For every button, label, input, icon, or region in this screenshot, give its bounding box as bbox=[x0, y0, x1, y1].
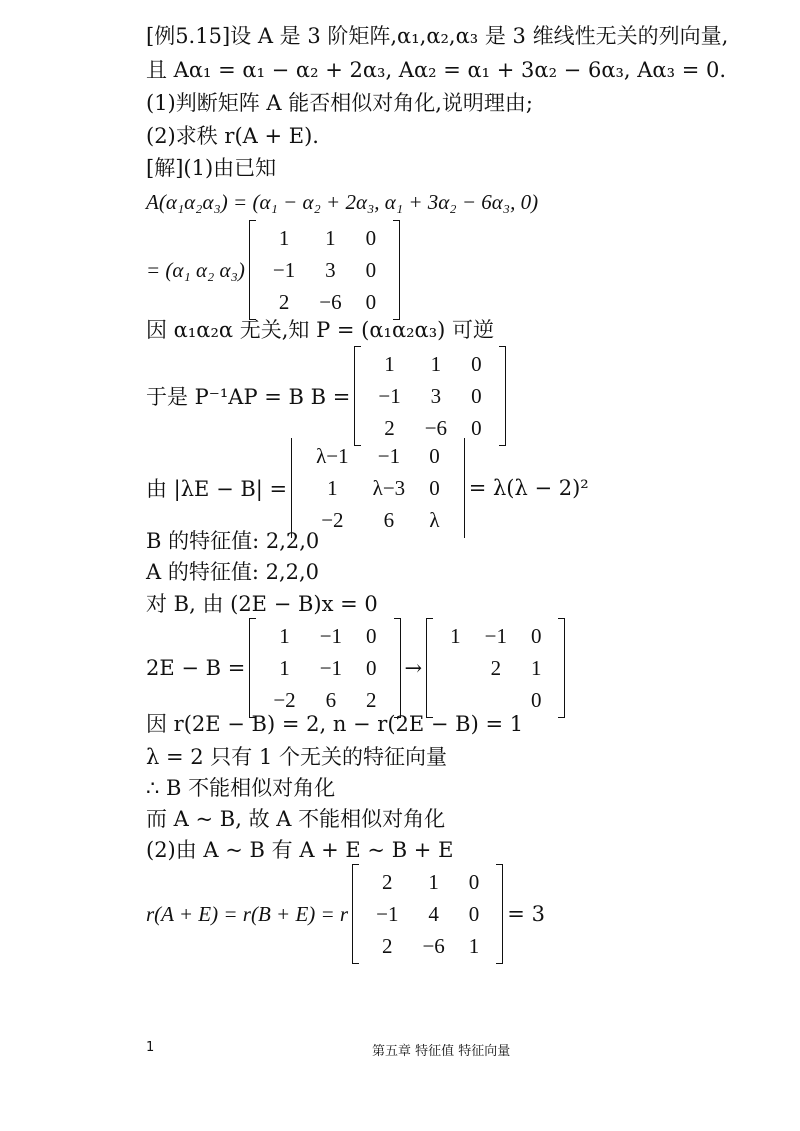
reduction-arrow: → bbox=[404, 656, 423, 680]
for-b-line: 对 B, 由 (2E − B)x = 0 bbox=[146, 592, 378, 616]
matrix-row bbox=[366, 348, 493, 380]
question-1: (1)判断矩阵 A 能否相似对角化,说明理由; bbox=[146, 91, 534, 115]
matrix-row bbox=[304, 472, 452, 504]
matrix-cell: 6 bbox=[325, 687, 337, 712]
matrix-cell: 2 bbox=[382, 869, 393, 894]
matrix-b bbox=[354, 346, 505, 446]
matrix-cell: 1 bbox=[325, 225, 336, 250]
matrix-cell: 0 bbox=[530, 623, 542, 648]
matrix-cell: 0 bbox=[530, 687, 542, 712]
matrix-cell: −1 bbox=[378, 383, 401, 408]
matrix-cell: 1 bbox=[450, 623, 461, 648]
matrix-cell: −6 bbox=[422, 933, 445, 958]
problem-label: [例5.15] bbox=[146, 24, 231, 48]
matrix-cell: −1 bbox=[377, 443, 401, 468]
matrix-cell bbox=[438, 652, 473, 684]
matrix-cell: −1 bbox=[319, 655, 343, 680]
matrix-cell: −6 bbox=[319, 289, 342, 314]
matrix-cell: 3 bbox=[325, 257, 336, 282]
matrix-cell: 2 bbox=[278, 289, 290, 314]
determinant-result: = λ(λ − 2)² bbox=[468, 476, 589, 500]
b-not-diagonalizable: ∴ B 不能相似对角化 bbox=[146, 776, 336, 800]
matrix-cell: 0 bbox=[468, 869, 480, 894]
matrix-final bbox=[352, 864, 503, 964]
matrix-cell: 0 bbox=[471, 383, 482, 408]
matrix-cell: 3 bbox=[430, 383, 442, 408]
a-not-diagonalizable: 而 A ~ B, 故 A 不能相似对角化 bbox=[146, 807, 446, 831]
matrix-cell: 2 bbox=[490, 655, 502, 680]
matrix-cell: 1 bbox=[327, 475, 338, 500]
matrix-cell: λ−1 bbox=[316, 443, 349, 468]
determinant-prefix: 由 |λE − B| = bbox=[146, 477, 288, 501]
final-line bbox=[146, 864, 545, 964]
matrix-cell: −2 bbox=[321, 507, 344, 532]
similarity-line bbox=[146, 346, 510, 446]
rank-line: 因 r(2E − B) = 2, n − r(2E − B) = 1 bbox=[146, 712, 524, 736]
matrix-cell: 1 bbox=[384, 351, 395, 376]
matrix-2e-minus-b bbox=[249, 618, 400, 718]
matrix-cell: 1 bbox=[428, 869, 439, 894]
matrix-cell: 6 bbox=[383, 507, 395, 532]
matrix-cell: −1 bbox=[319, 623, 343, 648]
similarity-prefix: 于是 P⁻¹AP = B B = bbox=[146, 385, 351, 409]
matrix-row bbox=[364, 898, 491, 930]
problem-text-1: 设 A 是 3 阶矩阵,α₁,α₂,α₃ 是 3 维线性无关的列向量, bbox=[230, 24, 729, 48]
matrix-cell: 0 bbox=[365, 257, 377, 282]
solution-intro: [解](1)由已知 bbox=[146, 156, 277, 180]
matrix-cell: 4 bbox=[428, 901, 439, 926]
matrix-cell: λ−3 bbox=[372, 475, 406, 500]
matrix-cell: −1 bbox=[484, 623, 507, 648]
matrix-cell: 0 bbox=[468, 901, 480, 926]
matrix-row bbox=[364, 866, 491, 898]
matrix-row bbox=[261, 620, 388, 652]
chapter-title: 第五章 特征值 特征向量 bbox=[372, 1044, 511, 1059]
determinant-matrix bbox=[291, 438, 465, 538]
matrix-cell: λ bbox=[429, 507, 440, 532]
matrix-row bbox=[304, 440, 452, 472]
matrix-cell: 1 bbox=[530, 655, 542, 680]
matrix-m bbox=[249, 220, 400, 320]
page-number: 1 bbox=[146, 1040, 155, 1055]
one-vector-line: λ = 2 只有 1 个无关的特征向量 bbox=[146, 745, 448, 769]
matrix-cell: 1 bbox=[468, 933, 480, 958]
matrix-cell: 0 bbox=[429, 443, 440, 468]
final-result: = 3 bbox=[507, 902, 545, 926]
matrix-cell: 2 bbox=[366, 687, 377, 712]
problem-line-2: 且 Aα₁ = α₁ − α₂ + 2α₃, Aα₂ = α₁ + 3α₂ − 6α₃, Aα₃ = 0. bbox=[146, 58, 727, 82]
eigenvalues-b: B 的特征值: 2,2,0 bbox=[146, 529, 320, 553]
matrix-cell: 1 bbox=[279, 655, 290, 680]
rank-prefix: 2E − B = bbox=[146, 656, 246, 680]
final-prefix: r(A + E) = r(B + E) = r bbox=[146, 901, 349, 926]
matrix-row bbox=[304, 504, 452, 536]
matrix-cell: −1 bbox=[272, 257, 296, 282]
matrix-row bbox=[261, 286, 388, 318]
part-2-line: (2)由 A ~ B 有 A + E ~ B + E bbox=[146, 838, 454, 862]
matrix-cell: −2 bbox=[273, 687, 296, 712]
matrix-cell: 0 bbox=[429, 475, 440, 500]
matrix-cell: −1 bbox=[376, 901, 399, 926]
question-2: (2)求秩 r(A + E). bbox=[146, 124, 319, 148]
matrix-cell: −6 bbox=[424, 415, 448, 440]
problem-line-1 bbox=[146, 22, 728, 50]
matrix-cell: 1 bbox=[278, 225, 290, 250]
matrix-cell: 0 bbox=[365, 289, 377, 314]
equation-1: A(α₁α₂α₃) = (α₁ − α₂ + 2α₃, α₁ + 3α₂ − 6α₃, 0) bbox=[146, 190, 539, 214]
line-independence: 因 α₁α₂α 无关,知 P = (α₁α₂α₃) 可逆 bbox=[146, 318, 495, 342]
matrix-cell: 1 bbox=[279, 623, 290, 648]
matrix-row bbox=[364, 930, 491, 962]
matrix-cell: 1 bbox=[430, 351, 442, 376]
matrix-cell: 0 bbox=[471, 351, 482, 376]
matrix-cell: 0 bbox=[471, 415, 482, 440]
matrix-row bbox=[261, 222, 388, 254]
matrix-cell: 0 bbox=[366, 623, 377, 648]
matrix-cell: 2 bbox=[384, 415, 395, 440]
matrix-echelon bbox=[426, 618, 565, 718]
matrix-row bbox=[438, 652, 553, 684]
matrix-row bbox=[438, 620, 553, 652]
matrix-cell: 0 bbox=[365, 225, 377, 250]
matrix-cell: 2 bbox=[382, 933, 393, 958]
equation-2 bbox=[146, 220, 404, 320]
matrix-row bbox=[261, 254, 388, 286]
rank-reduction-line bbox=[146, 618, 569, 718]
matrix-row bbox=[261, 652, 388, 684]
matrix-row bbox=[366, 380, 493, 412]
eigenvalues-a: A 的特征值: 2,2,0 bbox=[146, 560, 320, 584]
equation-2-prefix: = (α₁ α₂ α₃) bbox=[146, 257, 245, 282]
determinant-line bbox=[146, 438, 589, 538]
matrix-cell: 0 bbox=[366, 655, 377, 680]
